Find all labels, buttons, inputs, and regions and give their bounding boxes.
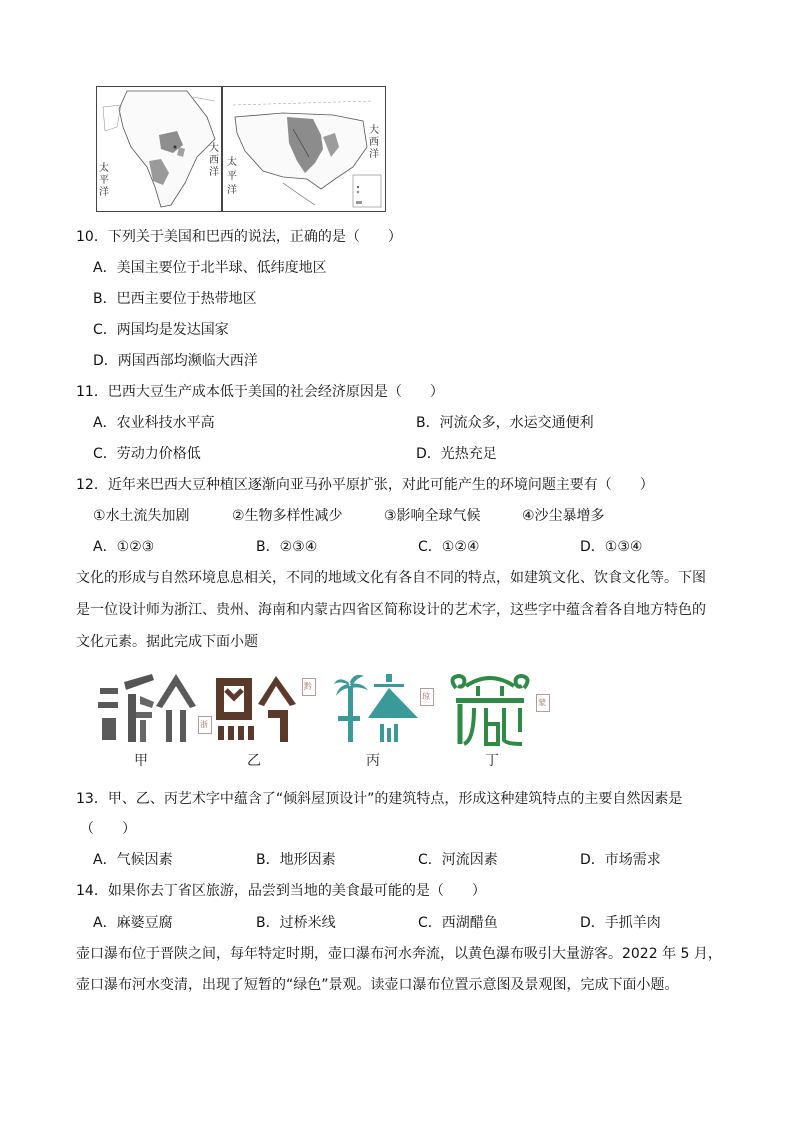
meng-art-graphic — [446, 674, 534, 746]
map-label: 平 — [99, 175, 109, 186]
brazil-map-graphic — [97, 87, 221, 211]
artwork-caption-bing: 丙 — [366, 753, 380, 769]
map-label: 平 — [227, 171, 237, 182]
artwork-caption-ding: 丁 — [485, 753, 499, 769]
map-label: 洋 — [369, 149, 379, 160]
q10-option-a: A．美国主要位于北半球、低纬度地区 — [93, 260, 327, 276]
q12-option-b: B．②③④ — [256, 539, 318, 555]
falls-intro-line: 壶口瀑布位于晋陕之间，每年特定时期，壶口瀑布河水奔流，以黄色瀑布吸引大量游客。2022 年 5 月， — [76, 946, 722, 962]
q10-stem: 10．下列关于美国和巴西的说法，正确的是（ ） — [76, 229, 402, 245]
map-label: 太 — [99, 163, 109, 174]
qiong-art-graphic — [334, 672, 420, 744]
seal-qiong — [420, 688, 434, 706]
q14-option-c: C．西湖醋鱼 — [418, 915, 498, 931]
brazil-soybean-map — [96, 86, 222, 212]
q13-stem-blank: （ ） — [80, 821, 136, 837]
q12-option-c: C．①②④ — [418, 539, 480, 555]
q11-option-a: A．农业科技水平高 — [93, 415, 215, 431]
q11-stem: 11．巴西大豆生产成本低于美国的社会经济原因是（ ） — [76, 384, 444, 400]
culture-intro-line: 是一位设计师为浙江、贵州、海南和内蒙古四省区简称设计的艺术字，这些字中蕴含着各自地方特色的 — [76, 602, 706, 618]
seal-qian-text: 黔 — [304, 682, 312, 691]
q13-option-b: B．地形因素 — [256, 852, 336, 868]
q13-stem: 13．甲、乙、丙艺术字中蕴含了“倾斜屋顶设计”的建筑特点，形成这种建筑特点的主要自然因素是 — [76, 791, 683, 807]
artwork-qian — [216, 672, 298, 744]
q11-option-c: C．劳动力价格低 — [93, 446, 201, 462]
q14-option-a: A．麻婆豆腐 — [93, 915, 173, 931]
q13-option-d: D．市场需求 — [580, 852, 661, 868]
qian-art-graphic — [216, 672, 298, 744]
falls-intro-line: 壶口瀑布河水变清，出现了短暂的“绿色”景观。读壶口瀑布位置示意图及景观图，完成下面小题。 — [76, 977, 679, 993]
q14-option-b: B．过桥米线 — [256, 915, 336, 931]
map-label: 洋 — [209, 167, 219, 178]
q10-option-c: C．两国均是发达国家 — [93, 322, 229, 338]
artwork-meng — [446, 674, 534, 746]
zhe-art-graphic — [96, 672, 200, 744]
seal-meng-text: 蒙 — [538, 698, 546, 707]
map-label: 洋 — [99, 187, 109, 198]
q12-option-a: A．①②③ — [93, 539, 155, 555]
culture-intro-line: 文化的形成与自然环境息息相关，不同的地域文化有各自不同的特点，如建筑文化、饮食文化等。下图 — [76, 570, 706, 586]
seal-meng — [536, 694, 550, 712]
map-label: 西 — [209, 155, 219, 166]
q14-stem: 14．如果你去丁省区旅游，品尝到当地的美食最可能的是（ ） — [76, 883, 486, 899]
q13-option-a: A．气候因素 — [93, 852, 173, 868]
q12-item-4: ④沙尘暴增多 — [522, 508, 605, 524]
map-label: 太 — [227, 157, 237, 168]
map-label: 洋 — [227, 185, 237, 196]
q10-option-d: D．两国西部均濒临大西洋 — [93, 353, 258, 369]
q11-option-d: D．光热充足 — [416, 446, 497, 462]
artwork-caption-yi: 乙 — [247, 753, 261, 769]
seal-zhe — [198, 716, 212, 734]
seal-qiong-text: 琼 — [422, 692, 430, 701]
map-label: 大 — [209, 143, 219, 154]
usa-map-graphic — [223, 87, 385, 211]
q11-option-b: B．河流众多，水运交通便利 — [416, 415, 594, 431]
q12-stem: 12．近年来巴西大豆种植区逐渐向亚马孙平原扩张，对此可能产生的环境问题主要有（ ） — [76, 477, 654, 493]
q12-item-1: ①水土流失加剧 — [93, 508, 190, 524]
usa-soybean-map — [222, 86, 386, 212]
q14-option-d: D．手抓羊肉 — [580, 915, 661, 931]
map-label: 西 — [369, 137, 379, 148]
q12-item-3: ③影响全球气候 — [384, 508, 481, 524]
map-label: 大 — [369, 125, 379, 136]
q13-option-c: C．河流因素 — [418, 852, 498, 868]
artwork-qiong — [334, 672, 420, 744]
seal-zhe-text: 浙 — [200, 720, 208, 729]
artwork-zhe — [96, 672, 200, 744]
seal-qian — [302, 678, 316, 696]
q10-option-b: B．巴西主要位于热带地区 — [93, 291, 257, 307]
artwork-caption-jia: 甲 — [134, 753, 148, 769]
culture-intro-line: 文化元素。据此完成下面小题 — [76, 634, 258, 650]
q12-option-d: D．①③④ — [580, 539, 643, 555]
q12-item-2: ②生物多样性减少 — [232, 508, 343, 524]
